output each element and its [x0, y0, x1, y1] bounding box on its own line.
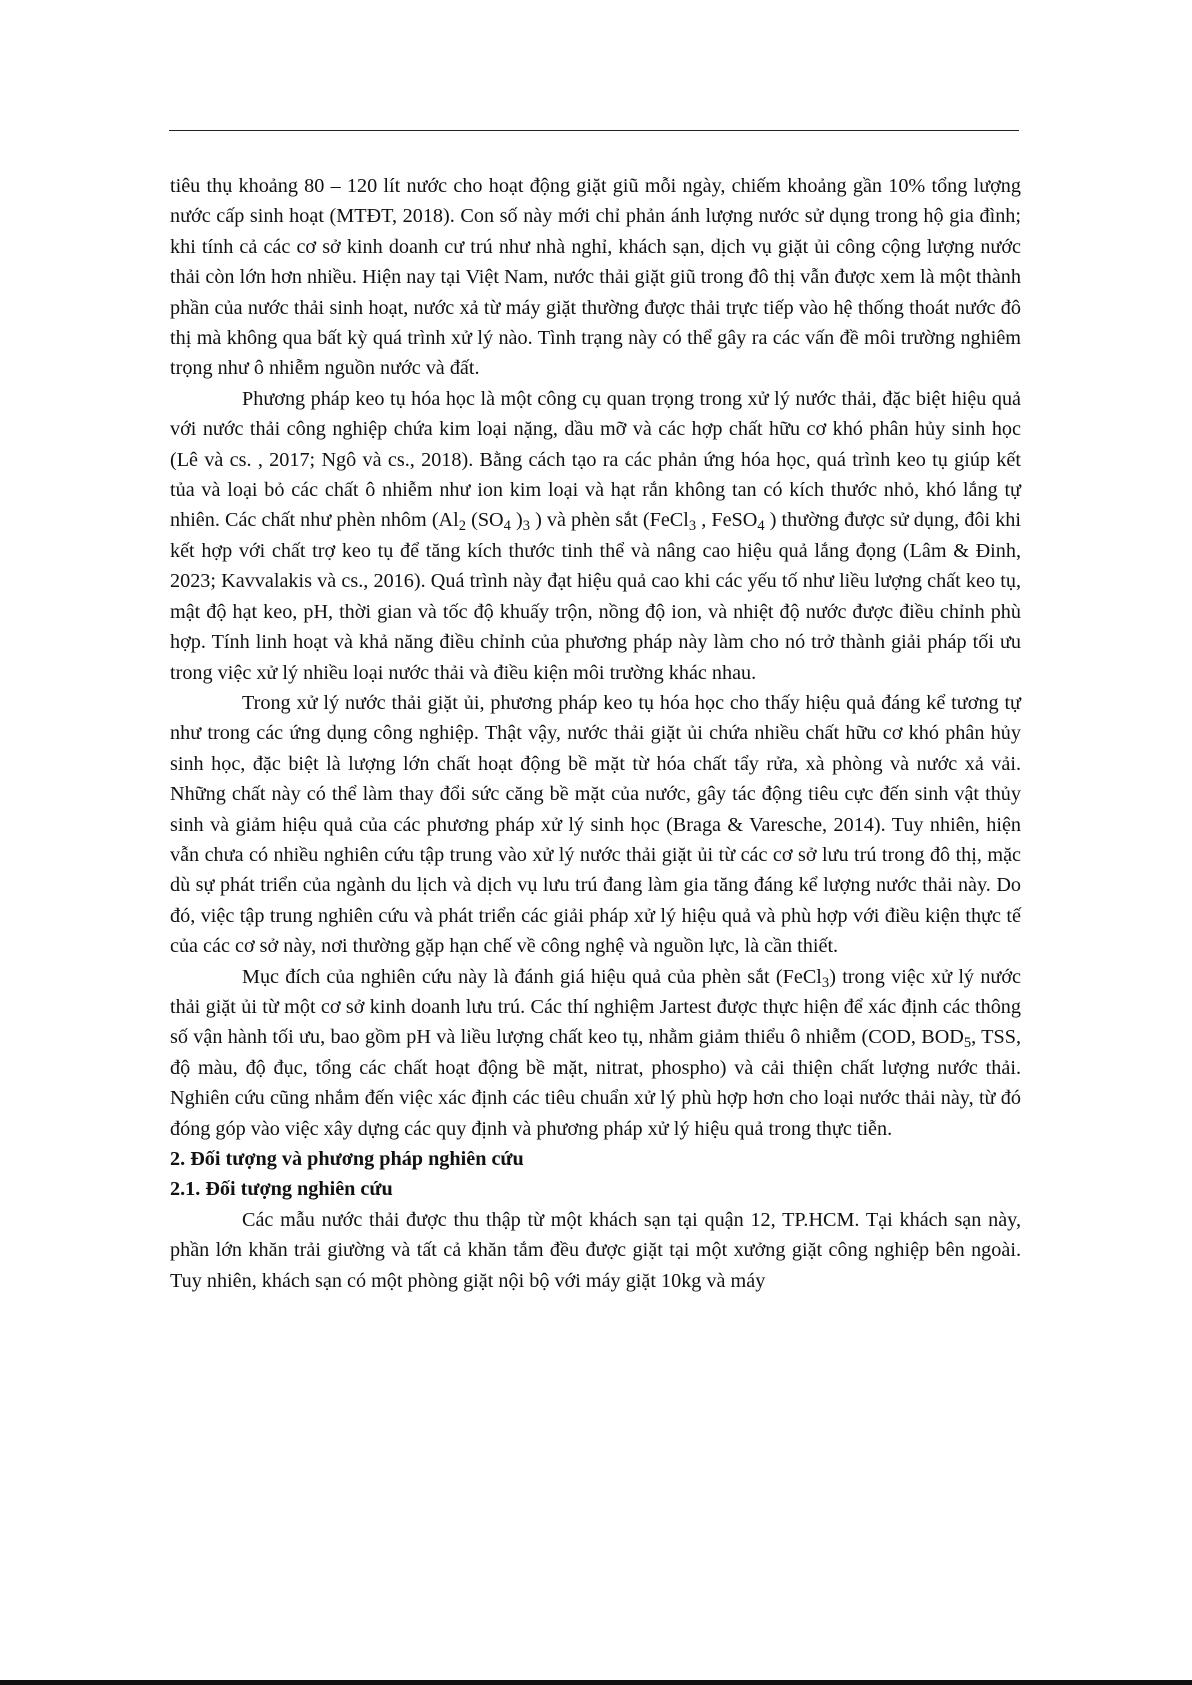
paragraph-sample-collection: Các mẫu nước thải được thu thập từ một khách sạn tại quận 12, TP.HCM. Tại khách sạn này, phần lớn khăn trải giường và tất cả khăn tắm đều được giặt tại một xưởng giặt công nghiệp bên ngoài. Tuy nhiên, khách sạn có một phòng giặt nội bộ với máy giặt 10kg và máy [170, 1208, 1021, 1292]
paragraph-study-purpose: Mục đích của nghiên cứu này là đánh giá hiệu quả của phèn sắt (FeCl$_3$) trong việc xử lý nước thải giặt ủi từ một cơ sở kinh doanh lưu trú. Các thí nghiệm Jartest được thực hiện để xác định các thông số vận hành tối ưu, bao gồm pH và liều lượng chất keo tụ, nhằm giảm thiểu ô nhiễm (COD, $BOD_5$, TSS, độ màu, độ đục, tổng các chất hoạt động bề mặt, nitrat, phospho) và cải thiện chất lượng nước thải. Nghiên cứu cũng nhắm đến việc xác định các tiêu chuẩn xử lý phù hợp hơn cho loại nước thải này, từ đó đóng góp vào việc xây dựng các quy định và phương pháp xử lý hiệu quả trong thực tiễn. [170, 965, 1021, 1140]
paragraph-laundry-wastewater: Trong xử lý nước thải giặt ủi, phương pháp keo tụ hóa học cho thấy hiệu quả đáng kể tương tự như trong các ứng dụng công nghiệp. Thật vậy, nước thải giặt ủi chứa nhiều chất hữu cơ khó phân hủy sinh học, đặc biệt là lượng lớn chất hoạt động bề mặt từ hóa chất tẩy rửa, xà phòng và nước xả vải. Những chất này có thể làm thay đổi sức căng bề mặt của nước, gây tác động tiêu cực đến sinh vật thủy sinh và giảm hiệu quả của các phương pháp xử lý sinh học (Braga & Varesche, 2014). Tuy nhiên, hiện vẫn chưa có nhiều nghiên cứu tập trung vào xử lý nước thải giặt ủi từ các cơ sở lưu trú trong đô thị, mặc dù sự phát triển của ngành du lịch và dịch vụ lưu trú đang làm gia tăng đáng kể lượng nước thải này. Do đó, việc tập trung nghiên cứu và phát triển các giải pháp xử lý hiệu quả và phù hợp với điều kiện thực tế của các cơ sở này, nơi thường gặp hạn chế về công nghệ và nguồn lực, là cần thiết. [170, 691, 1021, 958]
paragraph-water-consumption: tiêu thụ khoảng 80 – 120 lít nước cho hoạt động giặt giũ mỗi ngày, chiếm khoảng gần 10% tổng lượng nước cấp sinh hoạt (MTĐT, 2018). Con số này mới chỉ phản ánh lượng nước sử dụng trong hộ gia đình; khi tính cả các cơ sở kinh doanh cư trú như nhà nghỉ, khách sạn, dịch vụ giặt ủi công cộng lượng nước thải còn lớn hơn nhiều. Hiện nay tại Việt Nam, nước thải giặt giũ trong đô thị vẫn được xem là một thành phần của nước thải sinh hoạt, nước xả từ máy giặt thường được thải trực tiếp vào hệ thống thoát nước đô thị mà không qua bất kỳ quá trình xử lý nào. Tình trạng này có thể gây ra các vấn đề môi trường nghiêm trọng như ô nhiễm nguồn nước và đất. [170, 175, 1021, 380]
page-body [170, 171, 1021, 1296]
section-heading-2: 2. Đối tượng và phương pháp nghiên cứu [170, 1148, 524, 1170]
header-rule [169, 130, 1019, 131]
paragraph-coagulation-method: Phương pháp keo tụ hóa học là một công cụ quan trọng trong xử lý nước thải, đặc biệt hiệu quả với nước thải công nghiệp chứa kim loại nặng, dầu mỡ và các hợp chất hữu cơ khó phân hủy sinh học (Lê và cs. , 2017; Ngô và cs., 2018). Bằng cách tạo ra các phản ứng hóa học, quá trình keo tụ giúp kết tủa và loại bỏ các chất ô nhiễm như ion kim loại và hạt rắn không tan có kích thước nhỏ, khó lắng tự nhiên. Các chất như phèn nhôm ($Al_2$ ($SO_4$ )$_3$ ) và phèn sắt (FeCl$_3$ , FeSO$_4$ ) thường được sử dụng, đôi khi kết hợp với chất trợ keo tụ để tăng kích thước tinh thể và nâng cao hiệu quả lắng đọng (Lâm & Đinh, 2023; Kavvalakis và cs., 2016). Quá trình này đạt hiệu quả cao khi các yếu tố như liều lượng chất keo tụ, mật độ hạt keo, pH, thời gian và tốc độ khuấy trộn, nồng độ ion, và nhiệt độ nước được điều chỉnh phù hợp. Tính linh hoạt và khả năng điều chỉnh của phương pháp này làm cho nó trở thành giải pháp tối ưu trong việc xử lý nhiều loại nước thải và điều kiện môi trường khác nhau. [170, 387, 1021, 684]
footer-bar [0, 1680, 1192, 1685]
section-heading-2-1: 2.1. Đối tượng nghiên cứu [170, 1178, 393, 1201]
